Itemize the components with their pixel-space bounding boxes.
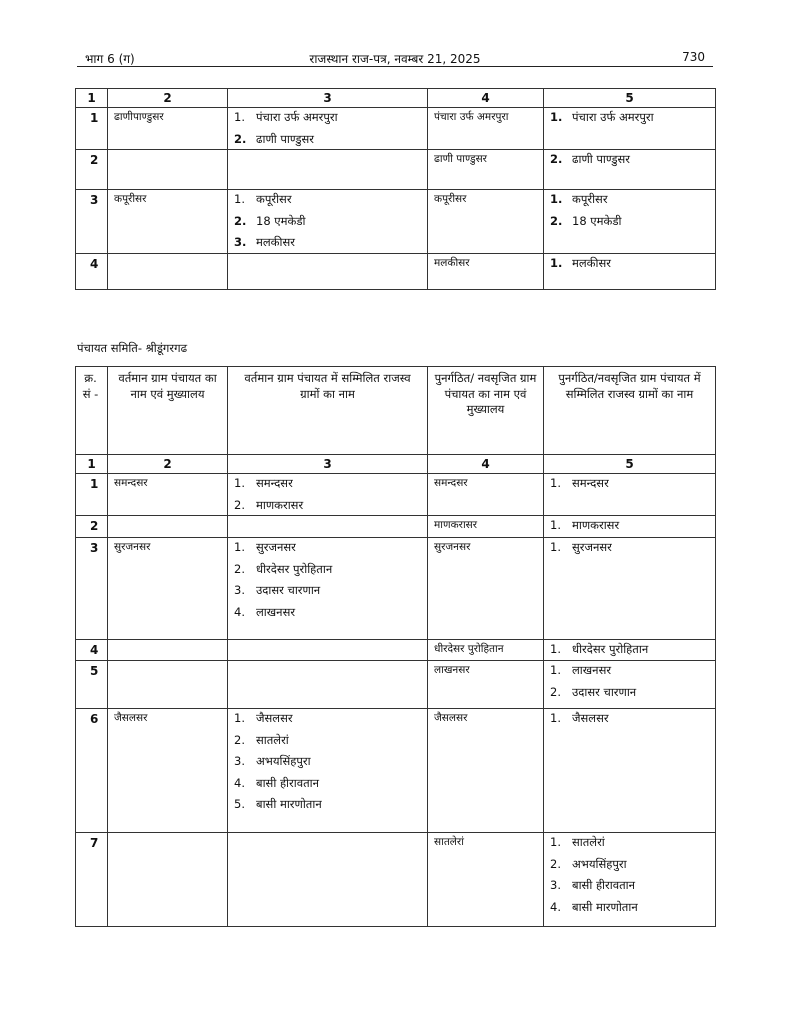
item-number: 2. (234, 213, 247, 228)
village-list (234, 540, 421, 620)
village-list (550, 711, 709, 727)
current-panchayat (108, 150, 228, 190)
table-row (76, 538, 716, 640)
village-item (234, 733, 421, 749)
section-title: पंचायत समिति- श्रीडूंगरगढ (77, 341, 188, 355)
village-list (234, 476, 421, 513)
panchayat-samiti-shridungargarh-table (75, 366, 716, 927)
col5-villages (544, 254, 716, 290)
table-row (76, 190, 716, 254)
item-number: 4. (234, 775, 245, 790)
col3-villages (228, 474, 428, 516)
village-list (550, 256, 709, 272)
page-header (77, 50, 713, 66)
village-name: लाखनसर (572, 663, 612, 678)
village-item (550, 857, 709, 873)
village-name: ढाणी पाण्डुसर (572, 152, 631, 167)
panchayat-table-continued (75, 88, 716, 290)
village-list (550, 476, 709, 492)
column-number: 5 (544, 455, 716, 474)
village-name: लाखनसर (256, 604, 296, 619)
village-name: बासी हीरावतान (256, 775, 320, 790)
table-row (76, 709, 716, 833)
village-list (550, 642, 709, 658)
column-number: 4 (428, 89, 544, 108)
current-panchayat: सुरजनसर (108, 538, 228, 640)
column-number: 3 (228, 455, 428, 474)
village-name: ढाणी पाण्डुसर (256, 131, 315, 146)
village-item (234, 562, 421, 578)
village-list (234, 711, 421, 813)
item-number: 5. (234, 797, 245, 812)
header-current-villages: वर्तमान ग्राम पंचायत में सम्मिलित राजस्व ग्रामों का नाम (228, 367, 428, 455)
village-name: पंचारा उर्फ अमरपुरा (256, 110, 338, 125)
village-item (550, 663, 709, 679)
village-list (550, 540, 709, 556)
village-item (550, 256, 709, 272)
item-number: 3. (234, 754, 245, 769)
col3-villages (228, 150, 428, 190)
item-number: 1. (234, 110, 245, 125)
table-row (76, 833, 716, 927)
village-name: उदासर चारणान (572, 684, 637, 699)
header-row (76, 367, 716, 455)
col3-villages (228, 254, 428, 290)
village-item (234, 110, 421, 126)
col3-villages (228, 833, 428, 927)
village-item (234, 132, 421, 148)
header-current-panchayat: वर्तमान ग्राम पंचायत का नाम एवं मुख्यालय (108, 367, 228, 455)
village-name: समन्दसर (256, 476, 293, 491)
village-item (550, 642, 709, 658)
column-number: 1 (76, 89, 108, 108)
village-name: सुरजनसर (256, 540, 296, 555)
item-number: 2. (234, 561, 245, 576)
header-reorganized-panchayat: पुनर्गठित/ नवसृजित ग्राम पंचायत का नाम एवं मुख्यालय (428, 367, 544, 455)
village-item (234, 235, 421, 251)
serial-number: 4 (76, 640, 108, 661)
col3-villages (228, 661, 428, 709)
village-item (550, 518, 709, 534)
col5-villages (544, 190, 716, 254)
current-panchayat (108, 516, 228, 538)
village-name: 18 एमकेडी (256, 213, 306, 228)
reorganized-panchayat: लाखनसर (428, 661, 544, 709)
col5-villages (544, 516, 716, 538)
village-name: धीरदेसर पुरोहितान (572, 642, 649, 657)
village-item (234, 605, 421, 621)
item-number: 2. (234, 497, 245, 512)
column-number-row (76, 455, 716, 474)
col5-villages (544, 709, 716, 833)
page-number: 730 (682, 50, 705, 64)
reorganized-panchayat: समन्दसर (428, 474, 544, 516)
current-panchayat (108, 833, 228, 927)
village-item (550, 110, 709, 126)
col3-villages (228, 190, 428, 254)
table-row (76, 640, 716, 661)
reorganized-panchayat: माणकरासर (428, 516, 544, 538)
village-list (550, 110, 709, 126)
header-reorganized-villages: पुनर्गठित/नवसृजित ग्राम पंचायत में सम्मिलित राजस्व ग्रामों का नाम (544, 367, 716, 455)
village-name: सातलेरां (256, 732, 289, 747)
village-list (550, 192, 709, 229)
item-number: 1. (550, 835, 561, 850)
serial-number: 5 (76, 661, 108, 709)
col3-villages (228, 108, 428, 150)
village-name: 18 एमकेडी (572, 213, 622, 228)
item-number: 1. (550, 518, 561, 533)
village-item (234, 711, 421, 727)
col3-villages (228, 709, 428, 833)
village-list (234, 110, 421, 147)
item-number: 1. (550, 110, 563, 125)
col5-villages (544, 108, 716, 150)
reorganized-panchayat: जैसलसर (428, 709, 544, 833)
column-number: 5 (544, 89, 716, 108)
serial-number: 1 (76, 474, 108, 516)
table-row (76, 150, 716, 190)
serial-number: 3 (76, 190, 108, 254)
serial-number: 2 (76, 150, 108, 190)
table-row (76, 254, 716, 290)
village-name: माणकरासर (256, 497, 304, 512)
current-panchayat (108, 661, 228, 709)
item-number: 2. (550, 213, 563, 228)
item-number: 4. (550, 899, 561, 914)
item-number: 1. (550, 192, 563, 207)
village-item (550, 152, 709, 168)
item-number: 2. (234, 131, 247, 146)
gazette-title-date: राजस्थान राज-पत्र, नवम्बर 21, 2025 (309, 52, 481, 66)
col5-villages (544, 640, 716, 661)
village-name: धीरदेसर पुरोहितान (256, 561, 333, 576)
village-item (550, 192, 709, 208)
serial-number: 3 (76, 538, 108, 640)
village-item (234, 776, 421, 792)
item-number: 1. (234, 540, 245, 555)
village-item (234, 498, 421, 514)
village-name: समन्दसर (572, 476, 609, 491)
village-item (234, 214, 421, 230)
village-name: सातलेरां (572, 835, 605, 850)
serial-number: 1 (76, 108, 108, 150)
village-name: मलकीसर (256, 235, 295, 250)
village-name: बासी मारणोतान (572, 899, 638, 914)
gazette-part: भाग 6 (ग) (85, 52, 135, 66)
reorganized-panchayat: धीरदेसर पुरोहितान (428, 640, 544, 661)
village-item (550, 685, 709, 701)
village-name: सुरजनसर (572, 540, 612, 555)
header-divider (77, 66, 713, 67)
column-number: 3 (228, 89, 428, 108)
column-number-row (76, 89, 716, 108)
village-item (550, 900, 709, 916)
village-name: मलकीसर (572, 256, 611, 271)
current-panchayat: समन्दसर (108, 474, 228, 516)
village-name: जैसलसर (572, 711, 609, 726)
current-panchayat (108, 254, 228, 290)
current-panchayat: जैसलसर (108, 709, 228, 833)
col3-villages (228, 516, 428, 538)
item-number: 1. (550, 663, 561, 678)
col5-villages (544, 538, 716, 640)
header-serial: क्र. सं - (76, 367, 108, 455)
column-number: 4 (428, 455, 544, 474)
village-list (550, 663, 709, 700)
village-name: बासी हीरावतान (572, 878, 636, 893)
village-item (234, 476, 421, 492)
item-number: 3. (234, 583, 245, 598)
serial-number: 4 (76, 254, 108, 290)
column-number: 1 (76, 455, 108, 474)
reorganized-panchayat: ढाणी पाण्डुसर (428, 150, 544, 190)
village-item (234, 192, 421, 208)
item-number: 1. (550, 540, 561, 555)
col5-villages (544, 150, 716, 190)
village-name: कपूरीसर (572, 192, 608, 207)
table-row (76, 108, 716, 150)
serial-number: 2 (76, 516, 108, 538)
item-number: 2. (234, 732, 245, 747)
item-number: 3. (234, 235, 247, 250)
item-number: 1. (234, 192, 245, 207)
village-item (550, 878, 709, 894)
village-name: उदासर चारणान (256, 583, 321, 598)
item-number: 2. (550, 684, 561, 699)
village-item (550, 476, 709, 492)
item-number: 2. (550, 152, 563, 167)
column-number: 2 (108, 89, 228, 108)
serial-number: 7 (76, 833, 108, 927)
village-item (550, 214, 709, 230)
reorganized-panchayat: सातलेरां (428, 833, 544, 927)
col3-villages (228, 538, 428, 640)
village-item (550, 711, 709, 727)
col3-villages (228, 640, 428, 661)
village-item (234, 754, 421, 770)
village-name: जैसलसर (256, 711, 293, 726)
item-number: 2. (550, 856, 561, 871)
village-name: कपूरीसर (256, 192, 292, 207)
current-panchayat (108, 640, 228, 661)
village-item (234, 540, 421, 556)
table-row (76, 516, 716, 538)
reorganized-panchayat: कपूरीसर (428, 190, 544, 254)
village-list (550, 835, 709, 915)
table-row (76, 661, 716, 709)
village-item (550, 835, 709, 851)
village-name: बासी मारणोतान (256, 797, 322, 812)
reorganized-panchayat: सुरजनसर (428, 538, 544, 640)
item-number: 1. (550, 711, 561, 726)
item-number: 4. (234, 604, 245, 619)
column-number: 2 (108, 455, 228, 474)
item-number: 3. (550, 878, 561, 893)
item-number: 1. (550, 476, 561, 491)
reorganized-panchayat: मलकीसर (428, 254, 544, 290)
item-number: 1. (234, 476, 245, 491)
item-number: 1. (550, 642, 561, 657)
reorganized-panchayat: पंचारा उर्फ अमरपुरा (428, 108, 544, 150)
table-row (76, 474, 716, 516)
village-list (550, 152, 709, 168)
item-number: 1. (550, 256, 563, 271)
village-name: माणकरासर (572, 518, 620, 533)
village-item (234, 797, 421, 813)
current-panchayat: ढाणीपाण्डुसर (108, 108, 228, 150)
village-name: अभयसिंहपुरा (572, 856, 627, 871)
col5-villages (544, 474, 716, 516)
village-item (234, 583, 421, 599)
village-list (550, 518, 709, 534)
serial-number: 6 (76, 709, 108, 833)
village-name: पंचारा उर्फ अमरपुरा (572, 110, 654, 125)
col5-villages (544, 833, 716, 927)
village-list (234, 192, 421, 251)
current-panchayat: कपूरीसर (108, 190, 228, 254)
col5-villages (544, 661, 716, 709)
item-number: 1. (234, 711, 245, 726)
village-item (550, 540, 709, 556)
village-name: अभयसिंहपुरा (256, 754, 311, 769)
